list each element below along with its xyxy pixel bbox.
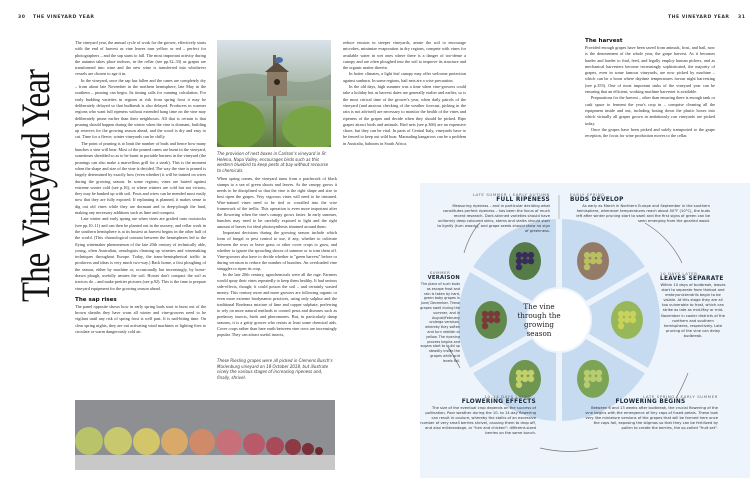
stage-season: 10–14 DAYS LATER... — [484, 394, 536, 399]
photo-caption: The provision of nest boxes in Carlson's vineyard in St Helena, Napa Valley, encourages birds such as this western bluebird to keep pests at bay without recourse to chemicals. — [217, 151, 329, 173]
stage-name: BUDS DEVELOP — [570, 197, 624, 203]
running-head-right: THE VINEYARD YEAR — [668, 15, 730, 20]
grape-berry — [161, 428, 188, 455]
arrow-icon — [645, 223, 682, 263]
stage-leaves-separate — [660, 271, 726, 339]
stage-name: LEAVES SEPARATE — [660, 276, 724, 282]
right-text-column — [343, 40, 466, 147]
stage-buds-develop — [570, 192, 710, 224]
harvest-column — [585, 38, 715, 139]
grape-berry — [285, 439, 301, 455]
stage-name: FLOWERING EFFECTS — [461, 399, 536, 405]
stage-text: Measuring ripeness – and in particular deciding what constitutes perfect ripeness – has been the focus of much recent research. Dark-skinned varieties should have uniformly deep coloured skins, stems and stalks should start to lignify (turn woody), and grape seeds should show no sign of greenness. — [437, 204, 550, 234]
full-ripeness-illustration — [509, 242, 541, 280]
stage-veraison — [420, 270, 460, 364]
wheel-center-label: The vine through the growing season — [517, 302, 561, 338]
grapes-caption: These Riesling grapes were all picked in Clemens Busch's Marienburg vineyard on 18 October 2018, but illustrate nicely the various stages of increasing ripeness and, finally, shrivel. — [217, 358, 333, 380]
grape-berry — [189, 429, 215, 455]
page-number-right: 31 — [738, 15, 746, 20]
stage-flowering-begins — [583, 394, 718, 431]
stage-season: LATE SPRING / EARLY SUMMER — [643, 394, 718, 399]
grape-berry — [75, 427, 103, 455]
stage-season: LATE SUMMER / EARLY AUTUMN — [472, 192, 550, 197]
paragraph: When spring comes, the vineyard turns from a patchwork of black stumps to a sea of green shoots and leaves. As the canopy grows it needs to be disciplined so that the vine is the right shape and size to best ripen the grapes. Very vigorous vines will need to be trimmed. Wire-trained vines need to be tied or corralled into the wire framework of the trellis. This operation is even more important after the flowering when the vine's canopy grows faster. In early summer, bunches may need to be carefully exposed to light and the right amount of leaves for ideal photosynthesis trimmed around them. — [217, 176, 337, 229]
stage-name: VERAISON — [427, 275, 460, 281]
stage-season: SUMMER — [429, 270, 451, 275]
paragraph: reduce erosion in steeper vineyards, aerate the soil to encourage microbes, minimize evaporation in dry regions, compete with vines for available water in wet ones where there is a danger of too-dense a canopy and are often ploughed into the soil to improve its structure and the organic matter therein. — [343, 40, 466, 71]
paragraph: In the late 20th century, agrochemicals were all the rage. Farmers would spray their vines repeatedly to keep them healthy. It had serious side-effects, though; it could poison the soil – and certainly wasted money. This century more and more growers are following organic or even more extreme biodynamic practices, using only sulphur and the traditional Bordeaux mixture of lime and copper sulphate, preferring to rely on more natural methods to control pests and diseases such as predatory insects, birds and pheromones. But, in particularly damp seasons, it is a gritty grower who resists at least some chemical aids. Cover crops rather than bare earth between vine rows are increasingly popular. They can attract useful insects, — [217, 272, 337, 337]
paragraph: In the vineyard, once the sap has fallen and the canes are completely dry – from about late November in the northern hemisphere, late May in the southern – pruning can begin. Its timing calls for cunning calculation. For early budding varieties in regions at risk from spring frost it may be deliberately delayed so that budbreak is also delayed. Producers in warmer regions who want full ripeness without extended hang time on the vine may deliberately prune earlier than their neighbours. All that is certain is that pruning should happen during the winter when the vine is dormant, building up reserves for the growing season ahead, and the wood is dry and easy to cut. Time for a fleece; winter vineyards can be chilly. — [75, 77, 206, 140]
stage-name: FULL RIPENESS — [496, 197, 550, 203]
paragraph: Important decisions during the growing season include which form of fungal or pest control to use, if any, whether to cultivate between the rows or leave grass or other cover crops to grow, and whether to ignore the sprawling shoots of summer or to trim them off. Vine-growers also have to decide whether to "green harvest" before or during veraison to reduce the number of bunches. An overloaded vine struggles to ripen its crop. — [217, 230, 337, 271]
stage-season: EARLY SPRING — [570, 192, 605, 197]
grape-berry — [243, 433, 265, 455]
veraison-illustration — [475, 301, 507, 339]
riesling-grapes-photo — [75, 400, 335, 470]
page-number-left: 30 — [18, 15, 26, 20]
paragraph: In the old days, high summer was a time when vine-growers could take a holiday but as harvest dates are generally earlier and earlier, so is the most critical time of the grower's year, when daily patrols of the vineyard (and anxious checking of the weather forecast, picking in the rain is not advised) are necessary to monitor the health of the vines and ripeness of the grapes and decide when they should be picked. Ripe grapes attract birds and animals. Bird nets (see p.366) are an expensive chore, but they can be vital. In parts of Central Italy, vineyards have to be fenced to keep out wild boar. Marauding kangaroos can be a problem in Australia, baboons in South Africa. — [343, 84, 466, 146]
stage-text: The size of the eventual crop depends on the success of pollination. Poor weather during the 10- to 14-day flowering can result in coulure, whereby the stalks of an excessive number of very small berries shrivel, causing them to drop off, and also millerandage, or "hen and chicken": different-sized berries on the same bunch. — [420, 406, 536, 436]
stage-season: 10 DAYS LATER... — [660, 271, 703, 276]
buds-develop-illustration — [577, 242, 609, 280]
sap-rises-heading: The sap rises — [75, 296, 117, 303]
paragraph: In hotter climates, a light leaf canopy may offer welcome protection against sunburn. In some regions, hail nets are a wise precaution. — [343, 71, 466, 83]
stage-text: The place of such buds as escape frost and rain is taken by hard, green baby grapes in June/ December. These grapes swell during the summer, and in August/February undergo veraison, whereby they soften and turn reddish or yellow. The ripening process begins and sugars start to build up steadily inside the grapes while acid levels fall. — [420, 282, 460, 363]
grape-berry — [302, 443, 314, 455]
paragraph: Late winter and early spring are when vines are grafted onto rootstocks (see pp.10–11) and can then be planted out in the nursery, and cellar work in the southern hemisphere is at its busiest as harvest begins in the other half of the world. (This chronological contrast between the hemispheres led to the flying winemaker phenomenon of the late 20th century of technically able, young, often Australian, oenologists cleaning up wineries and winemaking techniques throughout Europe. Today, the trans-hemispherical traffic in producers and ideas is very much two-way.) Back home, a first ploughing of the season, either by machine or, occasionally but increasingly, by horse-drawn plough, usefully aerates the soil. Horses don't compact the soil as tractors do – and make prettier pictures (see p.92). This is the time to prepare vineyard equipment for the growing season ahead. — [75, 216, 206, 291]
running-head-left: THE VINEYARD YEAR — [33, 15, 95, 20]
arrow-icon — [540, 448, 598, 452]
stage-text: Within 10 days of budbreak, leaves start to separate from thebud and embryonictendrils begin to be visible. At this stage they are all too vulnerable to frost, which can strike as late as mid-May or mid-November in cooler districts of the northern and southern hemispheres, respectively. Late pruning of the vine can delay budbreak. — [660, 283, 726, 338]
stage-flowering-effects — [420, 394, 536, 437]
birdhouse-photo — [217, 40, 331, 147]
paragraph: Provided enough grapes have been saved from animals, frost, and hail, now is the denouement of the whole year, the grape harvest. As it becomes harder and harder to find, feed, and legally employ human pickers, and as mechanical harvesters become increasingly sophisticated, the majority of grapes, even in some famous vineyards, are now picked by machine – which can be a boon where daytime temperatures favour night harvesting (see p.353). One of most important tasks of the vineyard year can be ensuring that an efficient, working machine harvester is available. — [585, 45, 715, 95]
stage-text: As early as March in Northern Europe and September in the southern hemisphere, whenever temperatures reach about 50°F (10°C), the buds left after winter pruning start to swell and the first signs of green can be seen emerging from the gnarled wood. — [576, 204, 710, 224]
grape-berry — [266, 437, 284, 455]
paragraph: Preparations for the harvest – other than ensuring there is enough tank or cask space to ferment the year's crop in – comprise cleaning all the equipment inside and out, including hosing down the plastic boxes into which virtually all grapes grown in ambitiously run vineyards are picked today. — [585, 95, 715, 126]
flowering-effects-illustration — [509, 360, 541, 398]
middle-text-column — [217, 176, 337, 338]
stage-text: Between 6 and 13 weeks after budbreak, the crucial flowering of the vine begins with the emergence of tiny caps of fused petals. These look very like miniature versions of the grapes that will be formed here once the caps fall, exposing the stigmas so that they can be fertilized by pollen to create the berries, the so-called "fruit set". — [585, 406, 718, 431]
paragraph: The vineyard year, the annual cycle of work for the grower, effectively starts with the end of harvest as vine leaves turn yellow or red – perfect for photographers – and the sap starts to fall. The most important activity during the autumn takes place indoors, in the cellar (see pp.32–33) as grapes are transformed into wine and the new wine is transferred into whichever vessels are chosen to age it in. — [75, 40, 206, 77]
stage-full-ripeness — [436, 192, 550, 235]
paragraph: The panel opposite shows how in early spring buds start to burst out of the brown sheaths they have worn all winter and vine-growers need to be vigilant until any risk of spring frost is well past. It is nail-biting time. On clear spring nights, they are out activating wind machines or lighting fires to circulate or warm dangerously cold air. — [75, 303, 206, 335]
left-text-column — [75, 40, 206, 335]
leaves-separate-illustration — [611, 301, 643, 339]
grape-berry — [315, 447, 323, 455]
flowering-begins-illustration — [577, 360, 609, 398]
harvest-heading: The harvest — [585, 38, 623, 44]
grape-berry — [104, 427, 132, 455]
paragraph: The point of pruning is to limit the number of buds and hence how many bunches a vine will bear. Most of the pruned canes are burnt in the vineyard, sometimes shredded so as to be burnt in portable burners in the vineyard (the prunings can also make a marvellous grill for a steak). This is the moment when the shape and size of the vine is decided. The way the vine is pruned is largely determined by exactly how (even whether) it will be trained on wires during the growing season. In some regions, vines are buried against extreme winter cold (see p.16), or where winters are cold but not vicious, they may be banked up with soil. Posts and wires can be mended most easily now that they are fully exposed. If replanting is planned, it makes sense to dig out old vines while they are dormant and to deep-plough the land, making any necessary additions such as lime and compost. — [75, 140, 206, 216]
grape-berry — [133, 428, 160, 455]
page-title: The Vineyard Year — [13, 69, 58, 303]
grape-berry — [216, 429, 242, 455]
stage-name: FLOWERING BEGINS — [615, 399, 686, 405]
paragraph: Once the grapes have been picked and safely transported to the grape reception, the focus for wine production moves to the cellar. — [585, 126, 715, 139]
